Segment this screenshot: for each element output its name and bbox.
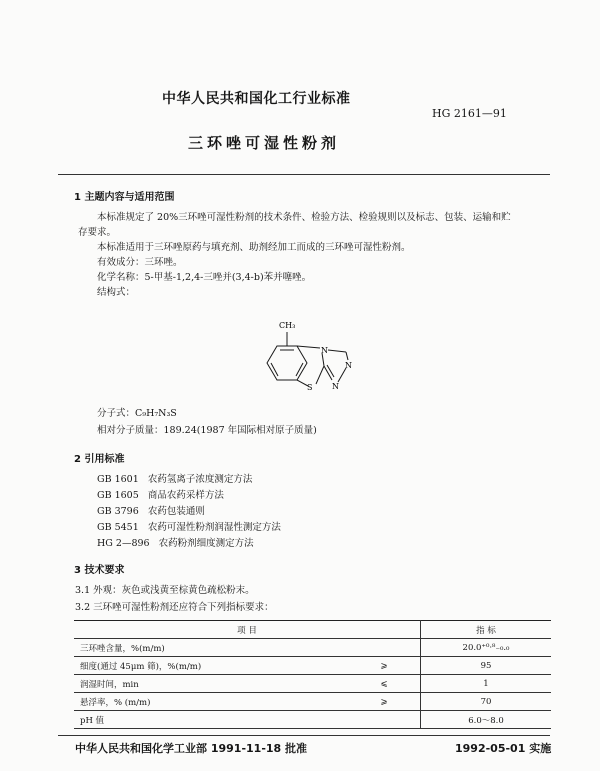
row-value: 20.0⁺⁰·⁸₋₀.₀ bbox=[421, 639, 552, 657]
row-item: 润湿时间，min bbox=[74, 675, 348, 693]
clause-3-2: 3.2 三环唑可湿性粉剂还应符合下列指标要求： bbox=[75, 602, 274, 613]
row-operator: ⩾ bbox=[348, 657, 421, 675]
section-1-para-1b: 存要求。 bbox=[78, 227, 117, 238]
section-1-para-5: 结构式： bbox=[97, 287, 136, 298]
section-1-heading: 1 主题内容与适用范围 bbox=[74, 192, 175, 203]
clause-3-1: 3.1 外观：灰色或浅黄至棕黄色疏松粉末。 bbox=[75, 585, 255, 596]
row-item: 三环唑含量，%(m/m) bbox=[74, 639, 348, 657]
reference-item bbox=[97, 537, 254, 550]
row-operator: ⩽ bbox=[348, 675, 421, 693]
row-value: 6.0～8.0 bbox=[421, 711, 552, 729]
header-rule bbox=[58, 174, 550, 175]
table-header-row bbox=[74, 621, 551, 639]
document-title: 三环唑可湿性粉剂 bbox=[188, 134, 341, 152]
row-value: 95 bbox=[421, 657, 552, 675]
row-operator bbox=[348, 711, 421, 729]
row-value: 1 bbox=[421, 675, 552, 693]
section-1-para-3: 有效成分：三环唑。 bbox=[97, 257, 183, 268]
row-item: 悬浮率，% (m/m) bbox=[74, 693, 348, 711]
table-row bbox=[74, 675, 551, 693]
section-1-para-4: 化学名称：5-甲基-1,2,4-三唑并(3,4-b)苯并噻唑。 bbox=[97, 272, 312, 283]
section-1-para-2: 本标准适用于三环唑原药与填充剂、助剂经加工而成的三环唑可湿性粉剂。 bbox=[97, 242, 411, 253]
reference-name: 农药氢离子浓度测定方法 bbox=[147, 474, 253, 485]
molecular-formula: 分子式：C₉H₇N₃S bbox=[97, 408, 177, 419]
reference-item bbox=[97, 473, 252, 486]
nitrogen-label-3: N bbox=[332, 382, 339, 391]
reference-code: GB 1605 bbox=[97, 490, 139, 501]
header-item: 项 目 bbox=[74, 621, 421, 639]
table-row bbox=[74, 639, 551, 657]
footer-rule bbox=[58, 735, 550, 736]
reference-item bbox=[97, 489, 224, 502]
reference-item bbox=[97, 521, 281, 534]
section-1-para-1a: 本标准规定了 20%三环唑可湿性粉剂的技术条件、检验方法、检验规则以及标志、包装、运输和贮 bbox=[97, 212, 511, 223]
methyl-label: CH₃ bbox=[279, 321, 296, 330]
reference-name: 农药包装通则 bbox=[147, 506, 205, 517]
table-row bbox=[74, 693, 551, 711]
reference-item bbox=[97, 505, 205, 518]
reference-name: 农药可湿性粉剂润湿性测定方法 bbox=[147, 522, 281, 533]
reference-code: GB 3796 bbox=[97, 506, 139, 517]
reference-code: GB 1601 bbox=[97, 474, 139, 485]
header-value: 指 标 bbox=[421, 621, 552, 639]
issuing-organization: 中华人民共和国化工行业标准 bbox=[162, 91, 351, 107]
reference-code: HG 2—896 bbox=[97, 538, 150, 549]
section-3-heading: 3 技术要求 bbox=[74, 565, 125, 576]
sulfur-label: S bbox=[307, 383, 313, 392]
table-row bbox=[74, 657, 551, 675]
reference-name: 农药粉剂细度测定方法 bbox=[158, 538, 254, 549]
nitrogen-label-1: N bbox=[321, 346, 328, 355]
nitrogen-label-2: N bbox=[345, 361, 352, 370]
reference-code: GB 5451 bbox=[97, 522, 139, 533]
molecular-mass: 相对分子质量：189.24(1987 年国际相对原子质量) bbox=[97, 425, 317, 436]
structural-formula bbox=[250, 318, 360, 400]
row-item: 细度(通过 45μm 筛)，%(m/m) bbox=[74, 657, 348, 675]
row-operator: ⩾ bbox=[348, 693, 421, 711]
standard-code: HG 2161—91 bbox=[432, 107, 507, 120]
row-operator bbox=[348, 639, 421, 657]
approval-line: 中华人民共和国化学工业部 1991-11-18 批准 bbox=[75, 742, 308, 755]
section-2-heading: 2 引用标准 bbox=[74, 454, 125, 465]
implementation-date: 1992-05-01 实施 bbox=[455, 742, 552, 755]
table-row bbox=[74, 711, 551, 729]
row-item: pH 值 bbox=[74, 711, 348, 729]
specification-table bbox=[74, 620, 551, 729]
row-value: 70 bbox=[421, 693, 552, 711]
reference-name: 商品农药采样方法 bbox=[147, 490, 224, 501]
